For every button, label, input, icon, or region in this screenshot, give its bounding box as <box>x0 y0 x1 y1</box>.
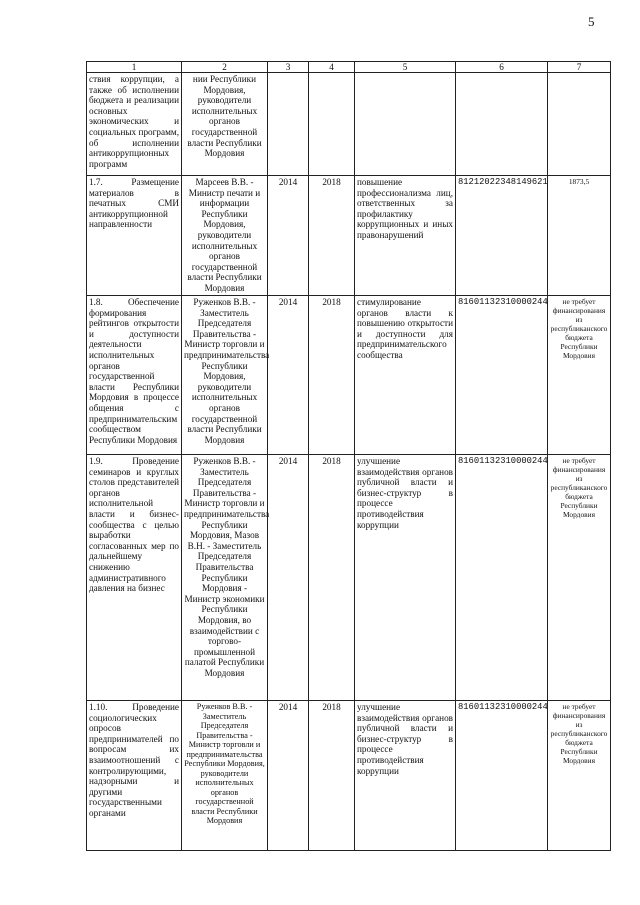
funding-cell: не требует финансирования из республиканского бюджета Республики Мордовия <box>548 701 611 851</box>
budget-code-cell: 81601132310000244 <box>456 296 548 455</box>
measure-cell: ствия коррупции, а также об исполнении бюджета и реализации основных экономических и социальных программ, об исполнении антикоррупционных программ <box>87 73 182 176</box>
funding-cell <box>548 73 611 176</box>
measure-cell: 1.8. Обеспечение формирования рейтингов открытости и доступности деятельности исполнительных органов государственной власти Республики Мордовия в процессе общения с предпринимательским сообществом Республики Мордовия <box>87 296 182 455</box>
header-cell: 5 <box>355 62 456 73</box>
table-row <box>87 455 611 701</box>
budget-code-cell: 81601132310000244 <box>456 701 548 851</box>
responsible-cell: Руженков В.В. - Заместитель Председателя Правительства - Министр торговли и предпринимательства Республики Мордовия, Мазов В.Н. - Заместитель Председателя Правительства Республики Мордовия - Министр экономики Республики Мордовия, во взаимодействии с торгово-промышленной палатой Республики Мордовия <box>182 455 268 701</box>
header-cell: 7 <box>548 62 611 73</box>
measure-cell: 1.7. Размещение материалов в печатных СМИ антикоррупционной направленности <box>87 176 182 296</box>
measures-table <box>86 61 611 851</box>
budget-code-cell <box>456 73 548 176</box>
funding-cell: не требует финансирования из республиканского бюджета Республики Мордовия <box>548 296 611 455</box>
end-year-cell: 2018 <box>309 176 355 296</box>
header-cell: 3 <box>268 62 309 73</box>
table-row <box>87 701 611 851</box>
start-year-cell: 2014 <box>268 176 309 296</box>
result-cell: стимулирование органов власти к повышению открытости и доступности для предпринимательского сообщества <box>355 296 456 455</box>
budget-code-cell: 81212022348149621 <box>456 176 548 296</box>
responsible-cell: Руженков В.В. - Заместитель Председателя Правительства - Министр торговли и предпринимательства Республики Мордовия, руководители исполнительных органов государственной власти Республики Мордовия <box>182 701 268 851</box>
page-number: 5 <box>588 14 595 29</box>
start-year-cell: 2014 <box>268 296 309 455</box>
end-year-cell: 2018 <box>309 455 355 701</box>
header-row <box>87 62 611 73</box>
responsible-cell: Руженков В.В. - Заместитель Председателя Правительства - Министр торговли и предпринимательства Республики Мордовия, руководители исполнительных органов государственной власти Республики Мордовия <box>182 296 268 455</box>
start-year-cell: 2014 <box>268 701 309 851</box>
header-cell: 2 <box>182 62 268 73</box>
header-cell: 1 <box>87 62 182 73</box>
table-row <box>87 176 611 296</box>
table-row <box>87 73 611 176</box>
responsible-cell: нии Республики Мордовия, руководители исполнительных органов государственной власти Республики Мордовия <box>182 73 268 176</box>
table-row <box>87 296 611 455</box>
result-cell: улучшение взаимодействия органов публичной власти и бизнес-структур в процессе противодействия коррупции <box>355 455 456 701</box>
budget-code-cell: 81601132310000244 <box>456 455 548 701</box>
end-year-cell: 2018 <box>309 701 355 851</box>
result-cell <box>355 73 456 176</box>
measure-cell: 1.9. Проведение семинаров и круглых столов представителей органов исполнительной власти и бизнес-сообщества с целью выработки согласованных мер по дальнейшему снижению административного давления на бизнес <box>87 455 182 701</box>
end-year-cell: 2018 <box>309 296 355 455</box>
measure-cell: 1.10. Проведение социологических опросов предпринимателей по вопросам их взаимоотношений с контролирующими, надзорными и другими государственными органами <box>87 701 182 851</box>
header-cell: 6 <box>456 62 548 73</box>
funding-cell: не требует финансирования из республиканского бюджета Республики Мордовия <box>548 455 611 701</box>
funding-cell: 1873,5 <box>548 176 611 296</box>
responsible-cell: Марсеев В.В. - Министр печати и информации Республики Мордовия, руководители исполнительных органов государственной власти Республики Мордовия <box>182 176 268 296</box>
start-year-cell <box>268 73 309 176</box>
start-year-cell: 2014 <box>268 455 309 701</box>
result-cell: повышение профессионализма лиц, ответственных за профилактику коррупционных и иных правонарушений <box>355 176 456 296</box>
header-cell: 4 <box>309 62 355 73</box>
end-year-cell <box>309 73 355 176</box>
result-cell: улучшение взаимодействия органов публичной власти и бизнес-структур в процессе противодействия коррупции <box>355 701 456 851</box>
